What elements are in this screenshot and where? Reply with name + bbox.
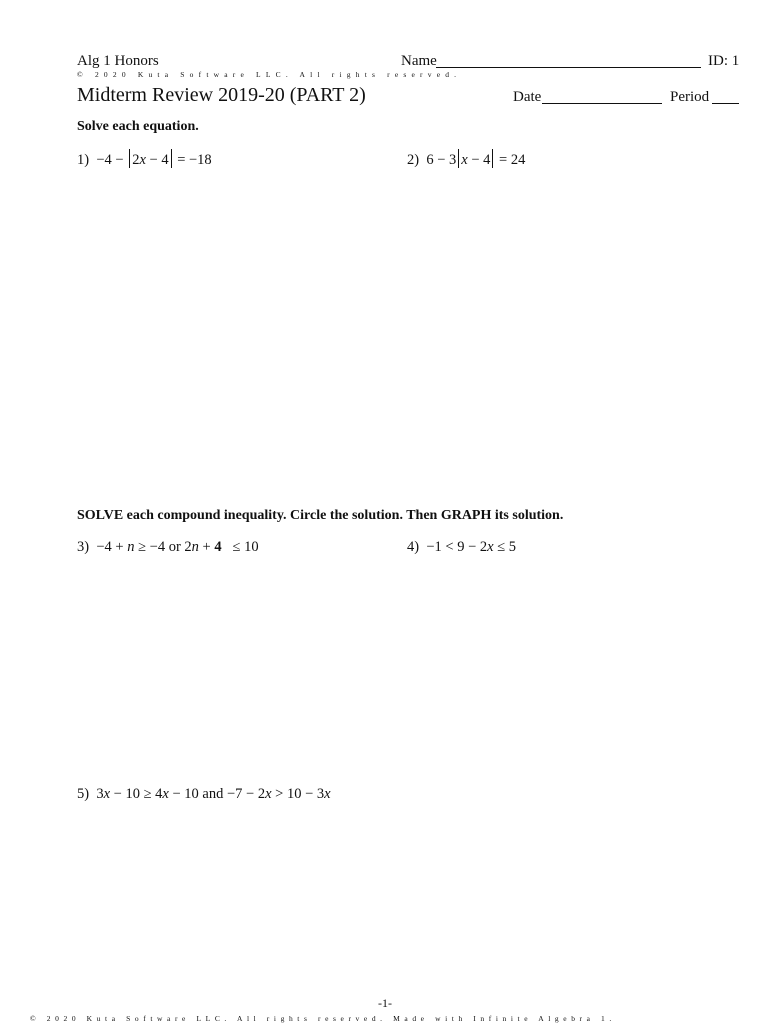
name-label: Name — [401, 53, 437, 69]
problem-text: −1 < 9 − 2 — [426, 539, 488, 555]
problem-3 — [77, 539, 259, 556]
copyright-top: © 2020 Kuta Software LLC. All rights reserved. — [77, 70, 462, 79]
problem-text: − 10 ≥ 4 — [113, 786, 163, 802]
variable: x — [487, 539, 494, 555]
variable: x — [139, 152, 146, 168]
variable: x — [461, 152, 468, 168]
problem-text: 2 — [132, 152, 140, 168]
absolute-value-bar-right — [171, 149, 172, 168]
problem-number: 3) — [77, 539, 90, 555]
problem-text: 3 — [96, 786, 104, 802]
problem-1 — [77, 149, 212, 169]
date-label: Date — [513, 89, 542, 105]
section-instruction-inequalities: SOLVE each compound inequality. Circle the solution. Then GRAPH its solution. — [77, 508, 564, 523]
problem-text: 6 − 3 — [426, 152, 457, 168]
period-blank-line — [712, 103, 739, 104]
problem-text: ≥ −4 or 2 — [138, 539, 192, 555]
variable: x — [324, 786, 331, 802]
problem-text: − 10 and −7 − 2 — [172, 786, 266, 802]
course-name: Alg 1 Honors — [77, 53, 159, 69]
problem-text-bold: 4 — [214, 539, 222, 555]
problem-text: − 4 — [471, 152, 491, 168]
problem-text: > 10 − 3 — [275, 786, 325, 802]
problem-text: ≤ 5 — [497, 539, 517, 555]
problem-text: −4 + — [96, 539, 124, 555]
problem-2 — [407, 149, 525, 169]
section-instruction-equations: Solve each equation. — [77, 119, 199, 134]
problem-text: −4 − — [96, 152, 124, 168]
name-blank-line — [436, 67, 701, 68]
variable: n — [191, 539, 199, 555]
problem-text: ≤ 10 — [232, 539, 259, 555]
page-number: -1- — [378, 996, 392, 1010]
absolute-value-bar-left — [129, 149, 130, 168]
problem-text: + — [202, 539, 211, 555]
problem-number: 5) — [77, 786, 90, 802]
problem-4 — [407, 539, 516, 556]
problem-text: = 24 — [499, 152, 526, 168]
problem-text: = −18 — [177, 152, 212, 168]
problem-text: − 4 — [149, 152, 169, 168]
worksheet-id: ID: 1 — [708, 53, 740, 69]
period-label: Period — [670, 89, 710, 105]
variable: x — [103, 786, 111, 802]
absolute-value-bar-left — [458, 149, 459, 168]
variable: n — [127, 539, 135, 555]
problem-number: 4) — [407, 539, 420, 555]
problem-number: 2) — [407, 152, 420, 168]
variable: x — [265, 786, 272, 802]
problem-5 — [77, 786, 331, 803]
variable: x — [162, 786, 169, 802]
problem-number: 1) — [77, 152, 90, 168]
copyright-footer: © 2020 Kuta Software LLC. All rights reserved. Made with Infinite Algebra 1. — [30, 1014, 616, 1023]
absolute-value-bar-right — [492, 149, 493, 168]
date-blank-line — [542, 103, 662, 104]
page-title: Midterm Review 2019-20 (PART 2) — [77, 84, 366, 106]
